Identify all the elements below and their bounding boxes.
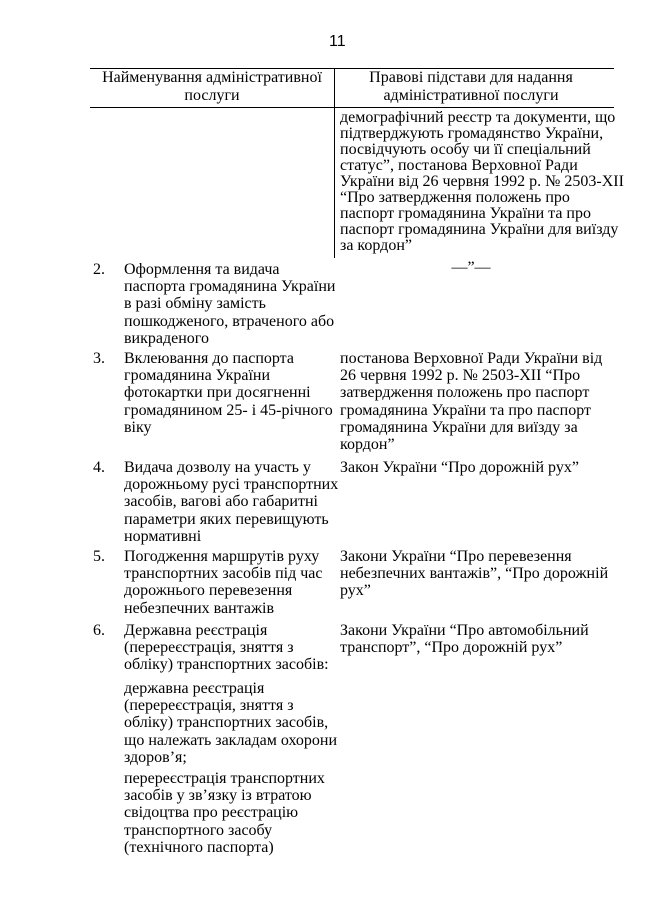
row-subitem: перереєстрація транспортних засобів у зв’язку із втратою свідоцтва про реєстрацію транспортного засобу (технічного паспорта)	[124, 770, 325, 856]
row-subitem: державна реєстрація (перереєстрація, зняття з обліку) транспортних засобів, що належать закладам охорони здоров’я;	[124, 680, 338, 766]
row-number: 3.	[93, 350, 105, 367]
row-number: 5.	[93, 548, 105, 565]
row-legal-basis: Закони України “Про автомобільний транспорт”, “Про дорожній рух”	[340, 622, 589, 657]
row-service-name: Видача дозволу на участь у дорожньому русі транспортних засобів, вагові або габаритні параметри яких перевищують нормативні	[124, 459, 339, 545]
header-legal-basis: Правові підстави для надання адміністративної послуги	[369, 69, 573, 104]
row-service-name: Оформлення та видача паспорта громадянина України в разі обміну замість пошкодженого, втраченого або викраденого	[124, 261, 336, 347]
row-service-name: Державна реєстрація (перереєстрація, зняття з обліку) транспортних засобів:	[124, 622, 329, 674]
row-legal-basis: Закони України “Про перевезення небезпечних вантажів”, “Про дорожній рух”	[340, 548, 609, 600]
continuation-legal-basis: демографічний реєстр та документи, що підтверджують громадянство України, посвідчують особу чи її спеціальний статус”, постанова Верховної Ради України від 26 червня 1992 р. № 2503-XII “Про затвердження положень про паспорт громадянина України та про паспорт громадянина України для виїзду за кордон”	[340, 109, 624, 254]
table-header-bottom-border	[90, 107, 614, 108]
row-service-name: Погодження маршрутів руху транспортних засобів під час дорожнього перевезення небезпечних вантажів	[124, 548, 323, 617]
row-number: 4.	[93, 459, 105, 476]
header-service-name: Найменування адміністративної послуги	[102, 69, 322, 104]
row-service-name: Вклеювання до паспорта громадянина України фотокартки при досягненні громадянином 25- і 45-річного віку	[124, 350, 333, 436]
row-legal-basis: Закон України “Про дорожній рух”	[340, 459, 579, 476]
row-legal-basis-ditto: —”—	[451, 259, 491, 276]
row-number: 2.	[93, 261, 105, 278]
row-legal-basis: постанова Верховної Ради України від 26 червня 1992 р. № 2503-XII “Про затвердження положень про паспорт громадянина України та про паспорт громадянина України для виїзду за кордон”	[340, 350, 603, 454]
page-number: 11	[329, 33, 346, 50]
row-number: 6.	[93, 622, 105, 639]
